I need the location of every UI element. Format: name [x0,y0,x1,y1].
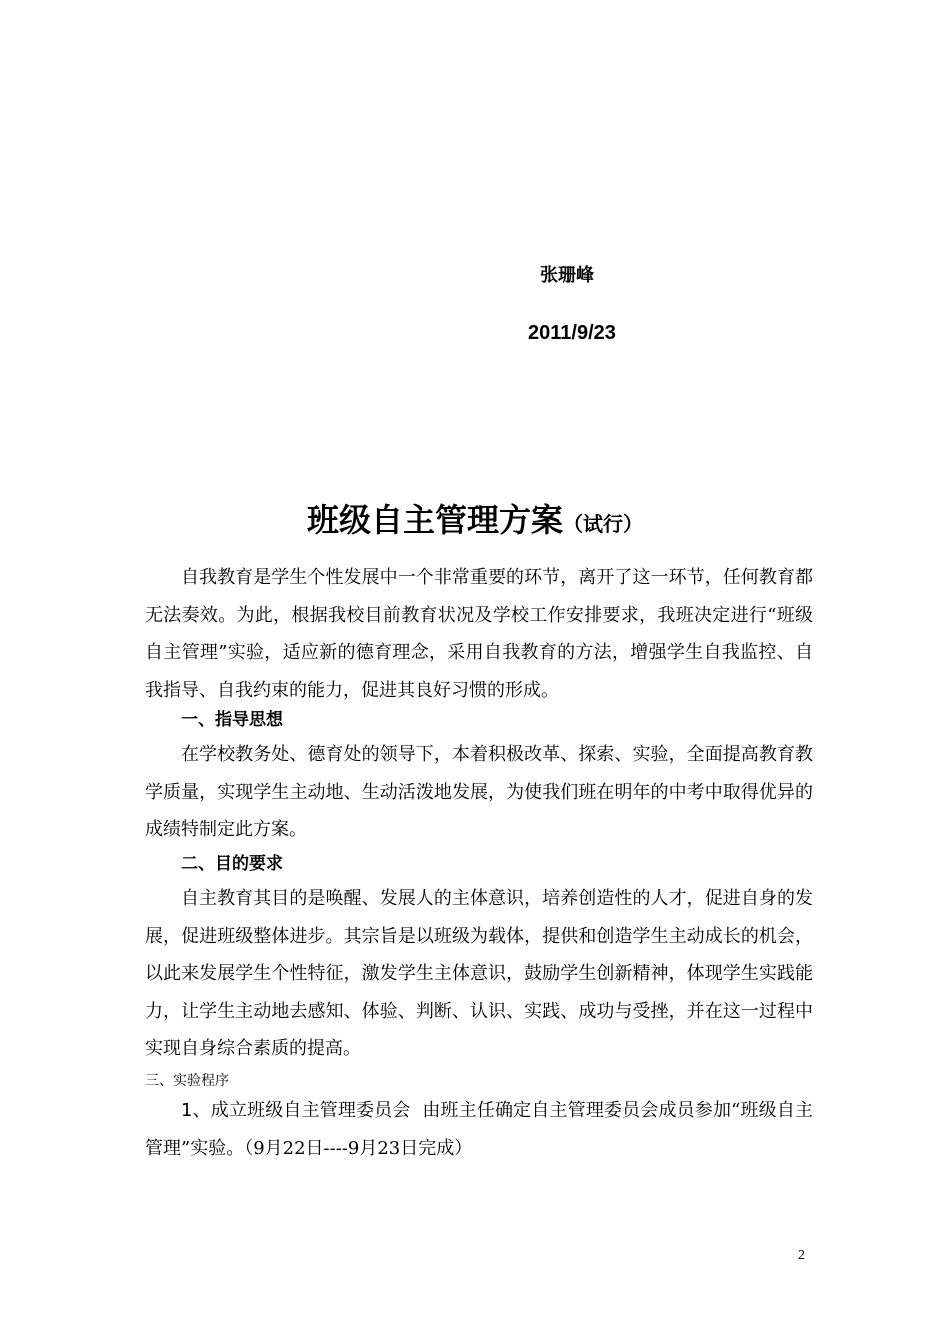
title-main: 班级自主管理方案 [306,501,563,539]
intro-paragraph-block [145,559,813,709]
section-heading-guiding-ideology: 一、指导思想 [181,710,283,730]
section2-paragraph: 自主教育其目的是唤醒、发展人的主体意识，培养创造性的人才，促进自身的发展，促进班级整体进步。其宗旨是以班级为载体，提供和创造学生主动成长的机会，以此来发展学生个性特征，激发学生主体意识，鼓励学生创新精神，体现学生实践能力，让学生主动地去感知、体验、判断、认识、实践、成功与受挫，并在这一过程中实现自身综合素质的提高。 [145,888,813,1059]
step1-lead: 1、成立班级自主管理委员会 [181,1100,411,1121]
title-suffix: （试行） [563,512,643,536]
document-date: 2011/9/23 [528,322,616,344]
author-name: 张珊峰 [540,265,594,286]
section1-paragraph-block [145,736,813,849]
section1-paragraph: 在学校教务处、德育处的领导下，本着积极改革、探索、实验，全面提高教育教学质量，实现学生主动地、生动活泼地发展，为使我们班在明年的中考中取得优异的成绩特制定此方案。 [145,744,813,840]
step1-paragraph-block [145,1092,813,1167]
document-title [0,498,950,546]
page-number: 2 [798,1248,805,1263]
section-heading-procedure: 三、实验程序 [145,1073,229,1089]
section2-paragraph-block [145,880,813,1068]
step1-text: 由班主任确定自主管理委员会成员参加“班级自主管理”实验。（9月22日----9月23日完成） [145,1100,813,1159]
step1-paragraph [145,1092,813,1167]
section-heading-objectives: 二、目的要求 [181,854,283,874]
intro-paragraph: 自我教育是学生个性发展中一个非常重要的环节，离开了这一环节，任何教育都无法奏效。为此，根据我校目前教育状况及学校工作安排要求，我班决定进行“班级自主管理”实验，适应新的德育理念，采用自我教育的方法，增强学生自我监控、自我指导、自我约束的能力，促进其良好习惯的形成。 [145,567,813,701]
